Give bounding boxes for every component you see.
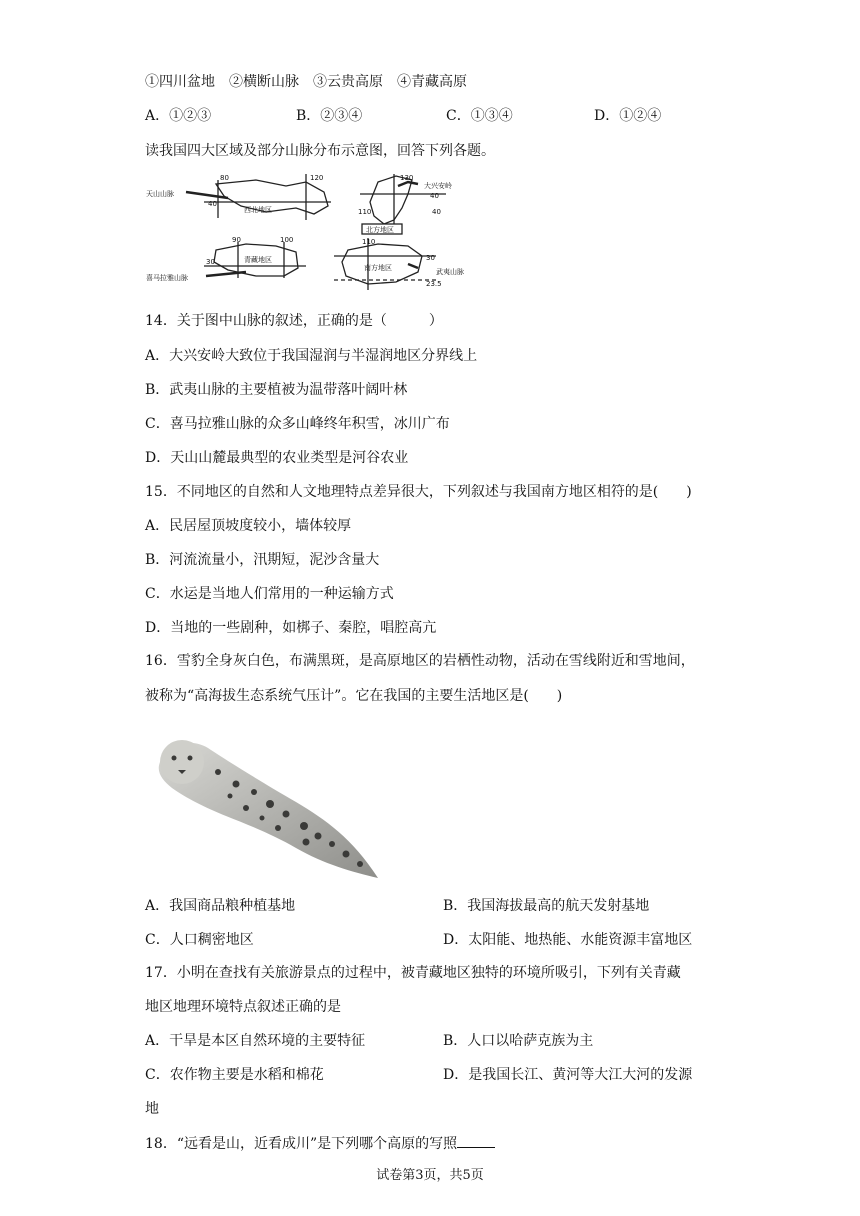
q16-option-c: C．人口稠密地区	[145, 932, 254, 948]
map-num: 120	[310, 174, 324, 182]
q15-option-a: A．民居屋顶坡度较小，墙体较厚	[145, 518, 352, 534]
northwest-region-outline	[216, 180, 328, 214]
map-label-nanfang: 南方地区	[364, 264, 392, 272]
q18-line	[145, 1133, 495, 1154]
q18-stem: 18．“远看是山，近看成川”是下列哪个高原的写照	[145, 1136, 458, 1152]
map-label-tianshan: 天山山脉	[146, 190, 174, 198]
map-num: 110	[358, 208, 372, 216]
map-num: 90	[232, 236, 241, 244]
map-num: 40	[432, 208, 441, 216]
wuyi-range	[408, 264, 418, 268]
q16-option-b: B．我国海拔最高的航天发射基地	[443, 898, 650, 914]
q14-stem: 14．关于图中山脉的叙述，正确的是（ ）	[145, 313, 443, 329]
map-num: 23.5	[426, 280, 442, 288]
map-num: 40	[208, 200, 217, 208]
q13-option-a: A．①②③	[145, 108, 212, 124]
map-num: 130	[400, 174, 414, 182]
q17-option-d-cont: 地	[145, 1101, 159, 1117]
q16-stem-line2: 被称为“高海拔生态系统气压计”。它在我国的主要生活地区是( )	[145, 688, 563, 704]
q17-option-c: C．农作物主要是水稻和棉花	[145, 1067, 324, 1083]
intro-choices: ①四川盆地 ②横断山脉 ③云贵高原 ④青藏高原	[145, 74, 467, 90]
snow-leopard-image	[146, 732, 382, 882]
map-num: 30	[426, 254, 435, 262]
map-label-daxinganling: 大兴安岭	[424, 182, 452, 190]
map-num: 80	[220, 174, 229, 182]
q16-option-d: D．太阳能、地热能、水能资源丰富地区	[443, 932, 693, 948]
q13-option-b: B．②③④	[296, 108, 363, 124]
daxinganling-range	[398, 182, 418, 186]
q16-stem-line1: 16．雪豹全身灰白色，布满黑斑，是高原地区的岩栖性动物，活动在雪线附近和雪地间，	[145, 653, 695, 669]
q17-stem-line2: 地区地理环境特点叙述正确的是	[145, 999, 341, 1015]
q15-option-c: C．水运是当地人们常用的一种运输方式	[145, 586, 394, 602]
q18-answer-blank[interactable]	[457, 1133, 495, 1148]
q13-option-c: C．①③④	[446, 108, 513, 124]
q15-option-b: B．河流流量小，汛期短，泥沙含量大	[145, 552, 380, 568]
map-num: 40	[430, 192, 439, 200]
q16-option-a: A．我国商品粮种植基地	[145, 898, 296, 914]
q17-option-d: D．是我国长江、黄河等大江大河的发源	[443, 1067, 693, 1083]
q17-option-a: A．干旱是本区自然环境的主要特征	[145, 1033, 366, 1049]
page-footer: 试卷第3页，共5页	[376, 1168, 484, 1183]
four-regions-map	[146, 172, 482, 290]
map-label-xibei: 西北地区	[244, 206, 272, 214]
map-intro: 读我国四大区域及部分山脉分布示意图，回答下列各题。	[145, 143, 495, 159]
map-label-ximalaya: 喜马拉雅山脉	[146, 274, 188, 282]
map-num: 100	[280, 236, 294, 244]
himalaya-range	[206, 272, 246, 276]
map-num: 110	[362, 238, 376, 246]
q14-option-a: A．大兴安岭大致位于我国湿润与半湿润地区分界线上	[145, 348, 478, 364]
q13-option-d: D．①②④	[594, 108, 662, 124]
map-label-wuyi: 武夷山脉	[436, 268, 464, 276]
q14-option-d: D．天山山麓最典型的农业类型是河谷农业	[145, 450, 409, 466]
map-label-beifang: 北方地区	[366, 226, 394, 234]
q14-option-c: C．喜马拉雅山脉的众多山峰终年积雪，冰川广布	[145, 416, 450, 432]
q17-stem-line1: 17．小明在查找有关旅游景点的过程中，被青藏地区独特的环境所吸引，下列有关青藏	[145, 965, 681, 981]
map-num: 30	[206, 258, 215, 266]
q17-option-b: B．人口以哈萨克族为主	[443, 1033, 594, 1049]
q15-stem: 15．不同地区的自然和人文地理特点差异很大，下列叙述与我国南方地区相符的是( )	[145, 484, 692, 500]
leopard-head	[160, 740, 204, 784]
q14-option-b: B．武夷山脉的主要植被为温带落叶阔叶林	[145, 382, 408, 398]
map-label-qingzang: 青藏地区	[244, 256, 272, 264]
q15-option-d: D．当地的一些剧种，如梆子、秦腔，唱腔高亢	[145, 620, 437, 636]
